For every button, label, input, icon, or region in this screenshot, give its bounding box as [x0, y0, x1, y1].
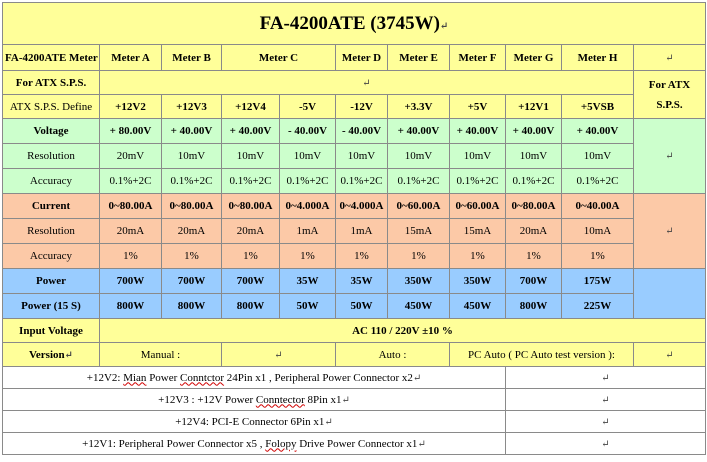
- version-pc-auto: PC Auto ( PC Auto test version ):: [450, 343, 634, 367]
- c-accuracy-cell: 1%: [280, 244, 336, 269]
- current-resolution-row: [3, 219, 706, 244]
- c-resolution-cell: 10mA: [562, 219, 634, 244]
- c-resolution-cell: 20mA: [100, 219, 162, 244]
- voltage-cell: + 40.00V: [388, 119, 450, 144]
- title-text: FA-4200ATE (3745W): [259, 12, 440, 34]
- note-12v1: +12V1: Peripheral Power Connector x5 , Folopy Drive Power Connector x1↵: [3, 433, 506, 455]
- model-meter-label: FA-4200ATE Meter: [3, 45, 100, 71]
- for-atx-span: ↵: [100, 71, 634, 95]
- for-atx-side-label: For ATX S.P.S.: [634, 71, 706, 119]
- c-accuracy-cell: 1%: [388, 244, 450, 269]
- current-side-cell: ↵: [634, 194, 706, 269]
- v-resolution-cell: 10mV: [162, 144, 222, 169]
- version-pc-auto-value: ↵: [634, 343, 706, 367]
- power-label: Power: [3, 269, 100, 294]
- define-cell: -12V: [336, 95, 388, 119]
- define-cell: +12V2: [100, 95, 162, 119]
- version-manual: Manual :: [100, 343, 222, 367]
- define-cell: +3.3V: [388, 95, 450, 119]
- v-resolution-cell: 10mV: [450, 144, 506, 169]
- meter-e-header: Meter E: [388, 45, 450, 71]
- v-accuracy-cell: 0.1%+2C: [450, 169, 506, 194]
- v-accuracy-cell: 0.1%+2C: [562, 169, 634, 194]
- c-resolution-cell: 15mA: [388, 219, 450, 244]
- c-accuracy-label: Accuracy: [3, 244, 100, 269]
- c-resolution-cell: 15mA: [450, 219, 506, 244]
- power-cell: 700W: [100, 269, 162, 294]
- current-cell: 0~4.000A: [336, 194, 388, 219]
- power-15s-cell: 800W: [506, 294, 562, 319]
- power-cell: 35W: [280, 269, 336, 294]
- power-15s-cell: 450W: [388, 294, 450, 319]
- power-cell: 700W: [222, 269, 280, 294]
- note-12v4-blank: ↵: [506, 411, 706, 433]
- current-cell: 0~80.00A: [506, 194, 562, 219]
- for-atx-row: [3, 71, 706, 95]
- power-15s-label: Power (15 S): [3, 294, 100, 319]
- version-auto: Auto :: [336, 343, 450, 367]
- voltage-cell: + 80.00V: [100, 119, 162, 144]
- c-accuracy-cell: 1%: [450, 244, 506, 269]
- voltage-cell: + 40.00V: [506, 119, 562, 144]
- v-accuracy-cell: 0.1%+2C: [100, 169, 162, 194]
- note-12v3: +12V3 : +12V Power Conntector 8Pin x1↵: [3, 389, 506, 411]
- power-15s-cell: 50W: [336, 294, 388, 319]
- power-side-cell: [634, 269, 706, 319]
- power-15s-cell: 225W: [562, 294, 634, 319]
- define-cell: +12V4: [222, 95, 280, 119]
- current-row: [3, 194, 706, 219]
- note-12v1-blank: ↵: [506, 433, 706, 455]
- current-cell: 0~80.00A: [162, 194, 222, 219]
- voltage-cell: + 40.00V: [450, 119, 506, 144]
- v-accuracy-cell: 0.1%+2C: [280, 169, 336, 194]
- power-15s-cell: 450W: [450, 294, 506, 319]
- v-accuracy-cell: 0.1%+2C: [388, 169, 450, 194]
- c-accuracy-cell: 1%: [222, 244, 280, 269]
- power-cell: 175W: [562, 269, 634, 294]
- v-resolution-cell: 10mV: [222, 144, 280, 169]
- spec-table: [2, 2, 706, 455]
- current-cell: 0~80.00A: [100, 194, 162, 219]
- voltage-cell: + 40.00V: [162, 119, 222, 144]
- meter-h-header: Meter H: [562, 45, 634, 71]
- voltage-resolution-row: [3, 144, 706, 169]
- power-cell: 350W: [388, 269, 450, 294]
- voltage-side-cell: ↵: [634, 119, 706, 194]
- voltage-accuracy-row: [3, 169, 706, 194]
- current-cell: 0~80.00A: [222, 194, 280, 219]
- c-accuracy-cell: 1%: [562, 244, 634, 269]
- power-cell: 700W: [162, 269, 222, 294]
- current-cell: 0~40.00A: [562, 194, 634, 219]
- c-accuracy-cell: 1%: [100, 244, 162, 269]
- meter-b-header: Meter B: [162, 45, 222, 71]
- current-label: Current: [3, 194, 100, 219]
- voltage-row: [3, 119, 706, 144]
- c-resolution-cell: 20mA: [222, 219, 280, 244]
- c-resolution-cell: 20mA: [162, 219, 222, 244]
- input-voltage-row: [3, 319, 706, 343]
- c-resolution-cell: 20mA: [506, 219, 562, 244]
- note-row: [3, 389, 706, 411]
- meter-c-header: Meter C: [222, 45, 336, 71]
- v-resolution-cell: 10mV: [280, 144, 336, 169]
- current-accuracy-row: [3, 244, 706, 269]
- note-12v2-blank: ↵: [506, 367, 706, 389]
- version-row: [3, 343, 706, 367]
- input-voltage-value: AC 110 / 220V ±10 %: [100, 319, 706, 343]
- c-resolution-label: Resolution: [3, 219, 100, 244]
- voltage-cell: - 40.00V: [280, 119, 336, 144]
- define-cell: +5V: [450, 95, 506, 119]
- power-cell: 700W: [506, 269, 562, 294]
- input-voltage-label: Input Voltage: [3, 319, 100, 343]
- voltage-cell: + 40.00V: [562, 119, 634, 144]
- c-resolution-cell: 1mA: [336, 219, 388, 244]
- meter-f-header: Meter F: [450, 45, 506, 71]
- v-resolution-cell: 10mV: [506, 144, 562, 169]
- meter-g-header: Meter G: [506, 45, 562, 71]
- version-label: Version↵: [3, 343, 100, 367]
- power-15s-row: [3, 294, 706, 319]
- define-label: ATX S.P.S. Define: [3, 95, 100, 119]
- v-resolution-cell: 20mV: [100, 144, 162, 169]
- current-cell: 0~4.000A: [280, 194, 336, 219]
- define-cell: -5V: [280, 95, 336, 119]
- v-accuracy-cell: 0.1%+2C: [162, 169, 222, 194]
- c-resolution-cell: 1mA: [280, 219, 336, 244]
- voltage-cell: - 40.00V: [336, 119, 388, 144]
- power-cell: 35W: [336, 269, 388, 294]
- voltage-label: Voltage: [3, 119, 100, 144]
- v-accuracy-cell: 0.1%+2C: [336, 169, 388, 194]
- define-cell: +12V1: [506, 95, 562, 119]
- voltage-cell: + 40.00V: [222, 119, 280, 144]
- v-resolution-label: Resolution: [3, 144, 100, 169]
- header-empty-cell: ↵: [634, 45, 706, 71]
- note-12v2: +12V2: Mian Power Conntctor 24Pin x1 , Peripheral Power Connector x2↵: [3, 367, 506, 389]
- version-manual-value: ↵: [222, 343, 336, 367]
- power-row: [3, 269, 706, 294]
- power-15s-cell: 800W: [162, 294, 222, 319]
- v-resolution-cell: 10mV: [336, 144, 388, 169]
- meter-header-row: [3, 45, 706, 71]
- meter-d-header: Meter D: [336, 45, 388, 71]
- v-resolution-cell: 10mV: [562, 144, 634, 169]
- note-12v4: +12V4: PCI-E Connector 6Pin x1↵: [3, 411, 506, 433]
- for-atx-label: For ATX S.P.S.: [3, 71, 100, 95]
- define-cell: +5VSB: [562, 95, 634, 119]
- power-15s-cell: 50W: [280, 294, 336, 319]
- power-cell: 350W: [450, 269, 506, 294]
- power-15s-cell: 800W: [100, 294, 162, 319]
- note-row: [3, 367, 706, 389]
- define-row: [3, 95, 706, 119]
- note-12v3-blank: ↵: [506, 389, 706, 411]
- v-accuracy-cell: 0.1%+2C: [506, 169, 562, 194]
- v-accuracy-cell: 0.1%+2C: [222, 169, 280, 194]
- c-accuracy-cell: 1%: [336, 244, 388, 269]
- note-row: [3, 433, 706, 455]
- meter-a-header: Meter A: [100, 45, 162, 71]
- power-15s-cell: 800W: [222, 294, 280, 319]
- c-accuracy-cell: 1%: [162, 244, 222, 269]
- note-row: [3, 411, 706, 433]
- current-cell: 0~60.00A: [450, 194, 506, 219]
- c-accuracy-cell: 1%: [506, 244, 562, 269]
- current-cell: 0~60.00A: [388, 194, 450, 219]
- v-accuracy-label: Accuracy: [3, 169, 100, 194]
- define-cell: +12V3: [162, 95, 222, 119]
- page-title: FA-4200ATE (3745W)↵: [3, 3, 706, 45]
- v-resolution-cell: 10mV: [388, 144, 450, 169]
